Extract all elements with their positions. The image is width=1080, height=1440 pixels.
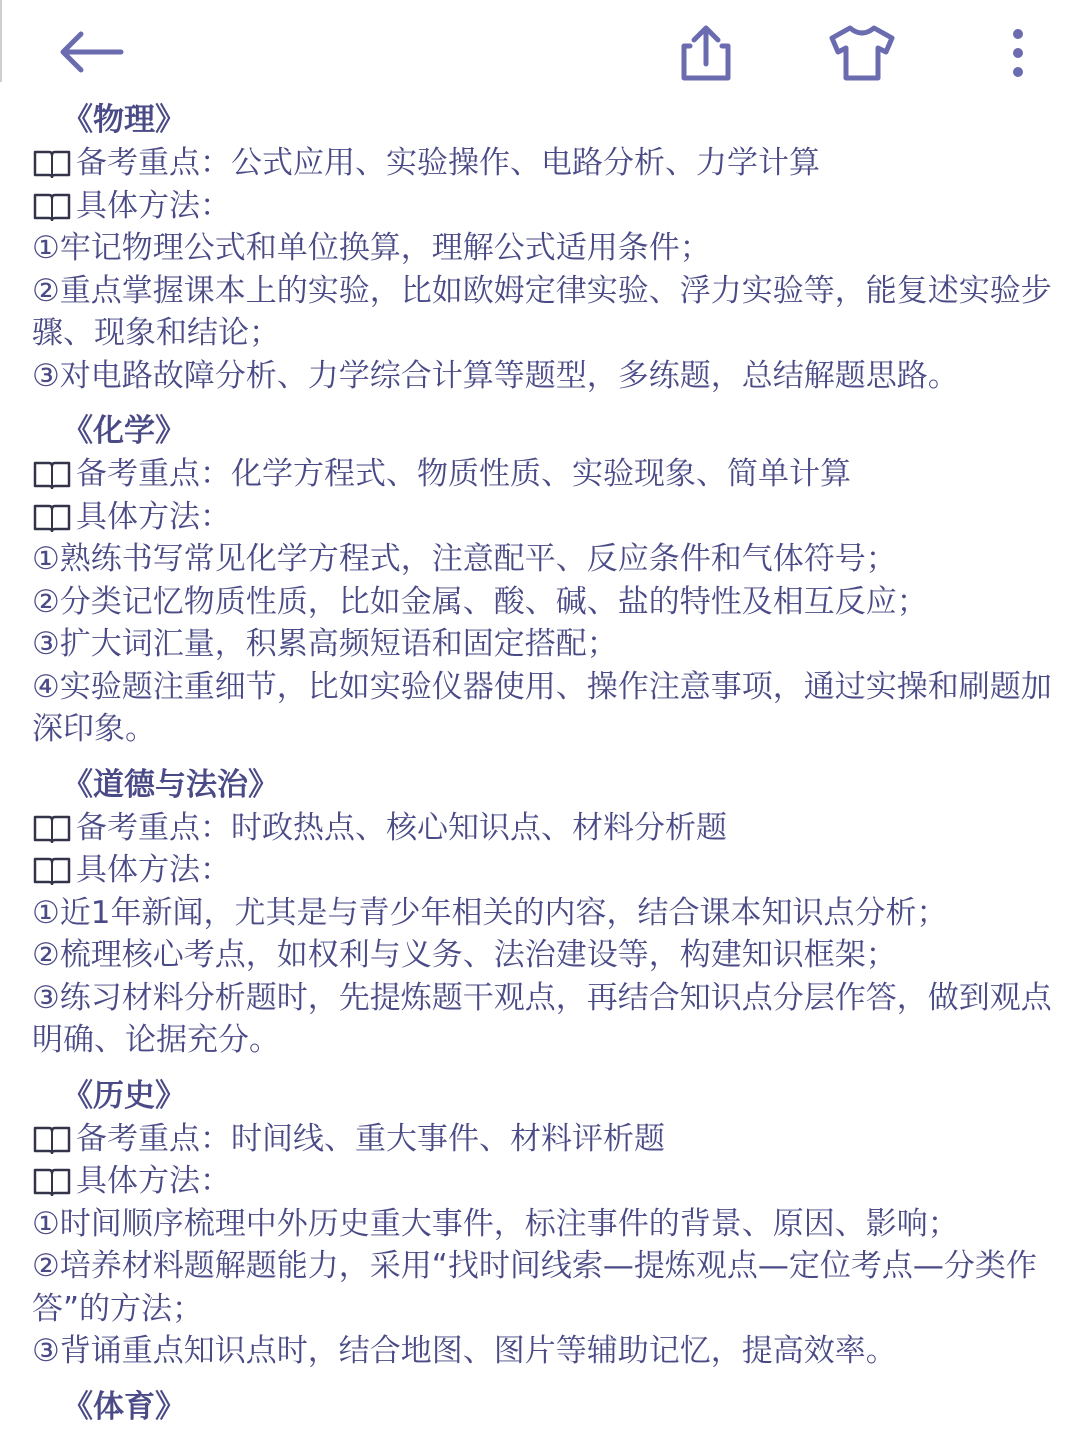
focus-line [32, 1118, 1062, 1161]
method-label: 具体方法： [76, 852, 231, 888]
more-vertical-icon[interactable] [1000, 22, 1036, 84]
list-item: ①时间顺序梳理中外历史重大事件，标注事件的背景、原因、影响； [32, 1205, 959, 1242]
focus-text: 备考重点：时政热点、核心知识点、材料分析题 [76, 809, 727, 846]
open-book-icon [32, 813, 72, 843]
list-item: ③对电路故障分析、力学综合计算等题型，多练题，总结解题思路。 [32, 357, 959, 394]
method-label: 具体方法： [76, 498, 231, 535]
open-book-icon [32, 459, 72, 489]
focus-text: 备考重点：化学方程式、物质性质、实验现象、简单计算 [76, 456, 851, 492]
open-book-icon [32, 502, 72, 532]
focus-line [32, 453, 1062, 496]
list-item: ①熟练书写常见化学方程式，注意配平、反应条件和气体符号； [32, 541, 897, 577]
top-toolbar [0, 0, 1080, 100]
list-item: ②重点掌握课本上的实验，比如欧姆定律实验、浮力实验等，能复述实验步骤、现象和结论； [32, 272, 1052, 351]
share-icon[interactable] [672, 22, 740, 84]
subject-section-morality-law [32, 763, 1062, 1062]
open-book-icon [32, 855, 72, 885]
section-title: 《化学》 [62, 413, 186, 449]
list-item: ②培养材料题解题能力，采用“找时间线索—提炼观点—定位考点—分类作答”的方法； [32, 1248, 1037, 1327]
list-item: ②分类记忆物质性质，比如金属、酸、碱、盐的特性及相互反应； [32, 583, 928, 620]
list-item: ③背诵重点知识点时，结合地图、图片等辅助记忆，提高效率。 [32, 1333, 897, 1369]
section-title: 《历史》 [62, 1077, 186, 1114]
open-book-icon [32, 1124, 72, 1154]
method-line [32, 496, 1062, 539]
open-book-icon [32, 148, 72, 178]
list-item: ①近1年新闻，尤其是与青少年相关的内容，结合课本知识点分析； [32, 894, 948, 931]
method-line [32, 185, 1062, 228]
focus-text: 备考重点：公式应用、实验操作、电路分析、力学计算 [76, 145, 820, 181]
method-line [32, 1160, 1062, 1203]
list-item: ③练习材料分析题时，先提炼题干观点，再结合知识点分层作答，做到观点明确、论据充分。 [32, 979, 1052, 1058]
focus-line [32, 807, 1062, 850]
open-book-icon [32, 1166, 72, 1196]
method-line [32, 849, 1062, 892]
subject-section-history [32, 1074, 1062, 1373]
focus-text: 备考重点：时间线、重大事件、材料评析题 [76, 1120, 665, 1157]
arrow-left-icon[interactable] [55, 28, 127, 76]
section-title: 《物理》 [62, 102, 186, 138]
list-item: ④实验题注重细节，比如实验仪器使用、操作注意事项，通过实操和刷题加深印象。 [32, 668, 1052, 747]
section-title: 《道德与法治》 [62, 766, 279, 803]
subject-section-chemistry [32, 409, 1062, 751]
tshirt-icon[interactable] [826, 22, 898, 82]
method-label: 具体方法： [76, 187, 231, 224]
open-book-icon [32, 191, 72, 221]
section-title: 《体育》 [62, 1388, 186, 1425]
article-content [32, 98, 1062, 1429]
subject-section-pe [32, 1385, 1062, 1429]
list-item: ③扩大词汇量，积累高频短语和固定搭配； [32, 626, 618, 662]
list-item: ②梳理核心考点，如权利与义务、法治建设等，构建知识框架； [32, 937, 897, 973]
list-item: ①牢记物理公式和单位换算，理解公式适用条件； [32, 230, 711, 266]
subject-section-physics [32, 98, 1062, 397]
method-label: 具体方法： [76, 1163, 231, 1199]
focus-line [32, 142, 1062, 185]
